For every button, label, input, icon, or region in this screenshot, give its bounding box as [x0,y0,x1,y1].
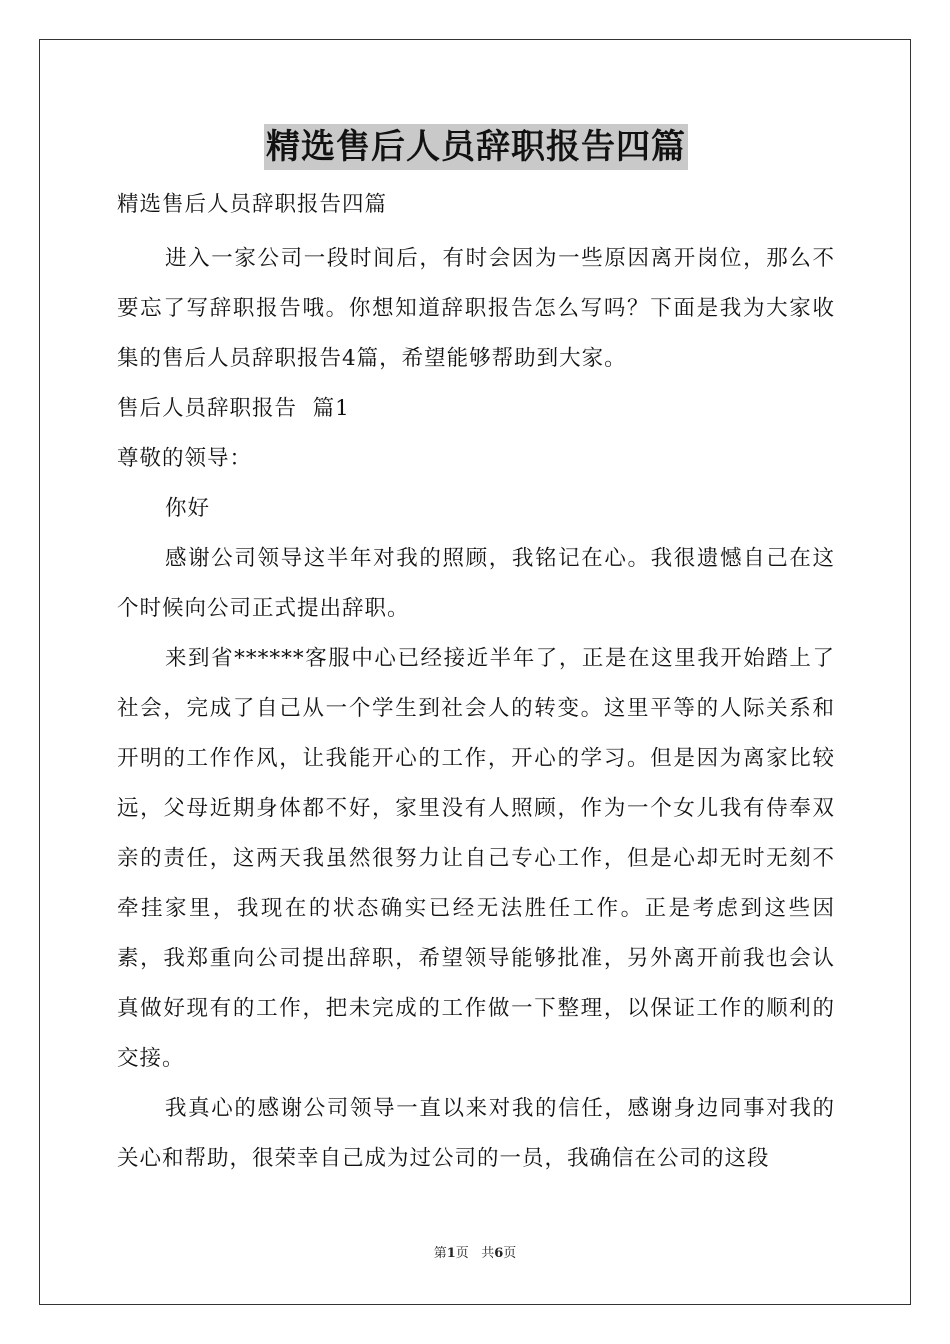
page-number: 1 [446,1246,456,1261]
body-paragraph: 感谢公司领导这半年对我的照顾，我铭记在心。我很遗憾自己在这个时候向公司正式提出辞职。 [117,546,835,621]
page-prefix: 第 [433,1246,447,1261]
body-paragraph: 来到省******客服中心已经接近半年了，正是在这里我开始踏上了社会，完成了自己从一个学生到社会人的转变。这里平等的人际关系和开明的工作作风，让我能开心的工作，开心的学习。但是因为离家比较远，父母近期身体都不好，家里没有人照顾，作为一个女儿我有侍奉双亲的责任，这两天我虽然很努力让自己专心工作，但是心却无时无刻不牵挂家里，我现在的状态确实已经无法胜任工作。正是考虑到这些因素，我郑重向公司提出辞职，希望领导能够批准，另外离开前我也会认真做好现有的工作，把未完成的工作做一下整理，以保证工作的顺利的交接。 [117,646,835,1071]
section-heading: 售后人员辞职报告 篇1 [117,396,350,421]
salutation: 尊敬的领导： [117,446,253,471]
title-wrapper [117,124,835,174]
document-body [117,124,835,1184]
total-pages: 6 [494,1246,504,1261]
intro-paragraph: 进入一家公司一段时间后，有时会因为一些原因离开岗位，那么不要忘了写辞职报告哦。你想知道辞职报告怎么写吗？下面是我为大家收集的售后人员辞职报告4篇，希望能够帮助到大家。 [117,246,835,371]
body-paragraph: 我真心的感谢公司领导一直以来对我的信任，感谢身边同事对我的关心和帮助，很荣幸自己成为过公司的一员，我确信在公司的这段 [117,1096,835,1171]
page-suffix: 页 [455,1246,469,1261]
page-footer [0,1244,950,1264]
greeting: 你好 [165,496,211,521]
document-subtitle: 精选售后人员辞职报告四篇 [117,192,388,217]
document-title: 精选售后人员辞职报告四篇 [264,124,688,170]
total-prefix: 共 [481,1246,495,1261]
total-suffix: 页 [503,1246,517,1261]
